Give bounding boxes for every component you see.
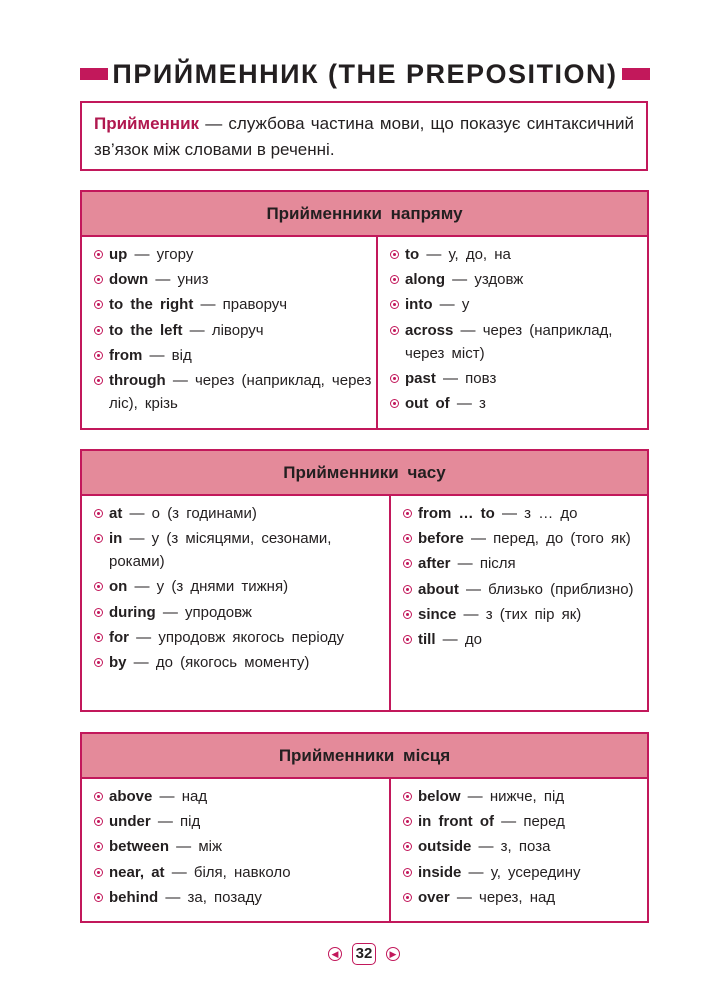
bullet-icon	[94, 792, 103, 801]
list-item: from — від	[94, 344, 376, 367]
title-bar-right	[622, 68, 650, 80]
section-heading: Прийменники часу	[82, 451, 647, 496]
list-item: in front of — перед	[403, 810, 647, 833]
bullet-icon	[403, 817, 412, 826]
list-item: before — перед, до (того як)	[403, 527, 647, 550]
list-item: down — униз	[94, 268, 376, 291]
list-item: into — у	[390, 293, 647, 316]
list-item: during — упродовж	[94, 601, 389, 624]
list-item: outside — з, поза	[403, 835, 647, 858]
previous-page-icon[interactable]: ◀	[328, 947, 342, 961]
list-item: at — о (з годинами)	[94, 502, 389, 525]
list-item: past — повз	[390, 367, 647, 390]
bullet-icon	[403, 509, 412, 518]
bullet-icon	[94, 534, 103, 543]
definition-box	[80, 101, 648, 171]
bullet-icon	[403, 585, 412, 594]
column-left	[82, 779, 391, 921]
bullet-icon	[94, 376, 103, 385]
column-left	[82, 237, 378, 428]
bullet-icon	[403, 842, 412, 851]
bullet-icon	[390, 399, 399, 408]
column-right	[391, 779, 647, 921]
list-item: above — над	[94, 785, 389, 808]
column-right	[378, 237, 647, 428]
list-item: from … to — з … до	[403, 502, 647, 525]
list-item: out of — з	[390, 392, 647, 415]
bullet-icon	[403, 868, 412, 877]
page-number: 32	[352, 943, 376, 965]
bullet-icon	[403, 893, 412, 902]
bullet-icon	[403, 635, 412, 644]
bullet-icon	[390, 275, 399, 284]
list-item: to — у, до, на	[390, 243, 647, 266]
list-item: over — через, над	[403, 886, 647, 909]
bullet-icon	[94, 608, 103, 617]
list-item: inside — у, усередину	[403, 861, 647, 884]
list-item: up — угору	[94, 243, 376, 266]
section-place	[80, 732, 649, 923]
list-item: to the left — ліворуч	[94, 319, 376, 342]
bullet-icon	[390, 374, 399, 383]
list-item: in — у (з місяцями, сезонами, роками)	[94, 527, 389, 573]
section-heading: Прийменники місця	[82, 734, 647, 779]
bullet-icon	[94, 893, 103, 902]
page-title: ПРИЙМЕННИК (THE PREPOSITION)	[112, 58, 618, 89]
bullet-icon	[94, 250, 103, 259]
bullet-icon	[403, 792, 412, 801]
list-item: between — між	[94, 835, 389, 858]
list-item: through — через (наприклад, через ліс), крізь	[94, 369, 376, 415]
definition-text: — службова частина мови, що показує синтаксичний зв’язок між словами в реченні.	[94, 114, 634, 159]
list-item: across — через (наприклад, через міст)	[390, 319, 647, 365]
list-item: along — уздовж	[390, 268, 647, 291]
bullet-icon	[94, 326, 103, 335]
bullet-icon	[94, 582, 103, 591]
list-item: till — до	[403, 628, 647, 651]
bullet-icon	[94, 842, 103, 851]
bullet-icon	[94, 817, 103, 826]
bullet-icon	[94, 275, 103, 284]
list-item: below — нижче, під	[403, 785, 647, 808]
list-item: to the right — праворуч	[94, 293, 376, 316]
list-item: on — у (з днями тижня)	[94, 575, 389, 598]
bullet-icon	[390, 300, 399, 309]
bullet-icon	[403, 559, 412, 568]
list-item: near, at — біля, навколо	[94, 861, 389, 884]
bullet-icon	[94, 633, 103, 642]
bullet-icon	[94, 300, 103, 309]
list-item: after — після	[403, 552, 647, 575]
page-navigation	[328, 942, 400, 966]
list-item: for — упродовж якогось періоду	[94, 626, 389, 649]
bullet-icon	[94, 868, 103, 877]
bullet-icon	[94, 351, 103, 360]
list-item: by — до (якогось моменту)	[94, 651, 389, 674]
bullet-icon	[390, 250, 399, 259]
list-item: under — під	[94, 810, 389, 833]
list-item: behind — за, позаду	[94, 886, 389, 909]
section-direction	[80, 190, 649, 430]
bullet-icon	[94, 509, 103, 518]
bullet-icon	[94, 658, 103, 667]
bullet-icon	[403, 610, 412, 619]
list-item: about — близько (приблизно)	[403, 578, 647, 601]
page-title-row	[80, 56, 650, 92]
list-item: since — з (тих пір як)	[403, 603, 647, 626]
next-page-icon[interactable]: ▶	[386, 947, 400, 961]
title-bar-left	[80, 68, 108, 80]
definition-term: Прийменник	[94, 114, 200, 133]
column-right	[391, 496, 647, 710]
section-heading: Прийменники напряму	[82, 192, 647, 237]
bullet-icon	[403, 534, 412, 543]
section-time	[80, 449, 649, 712]
column-left	[82, 496, 391, 710]
bullet-icon	[390, 326, 399, 335]
